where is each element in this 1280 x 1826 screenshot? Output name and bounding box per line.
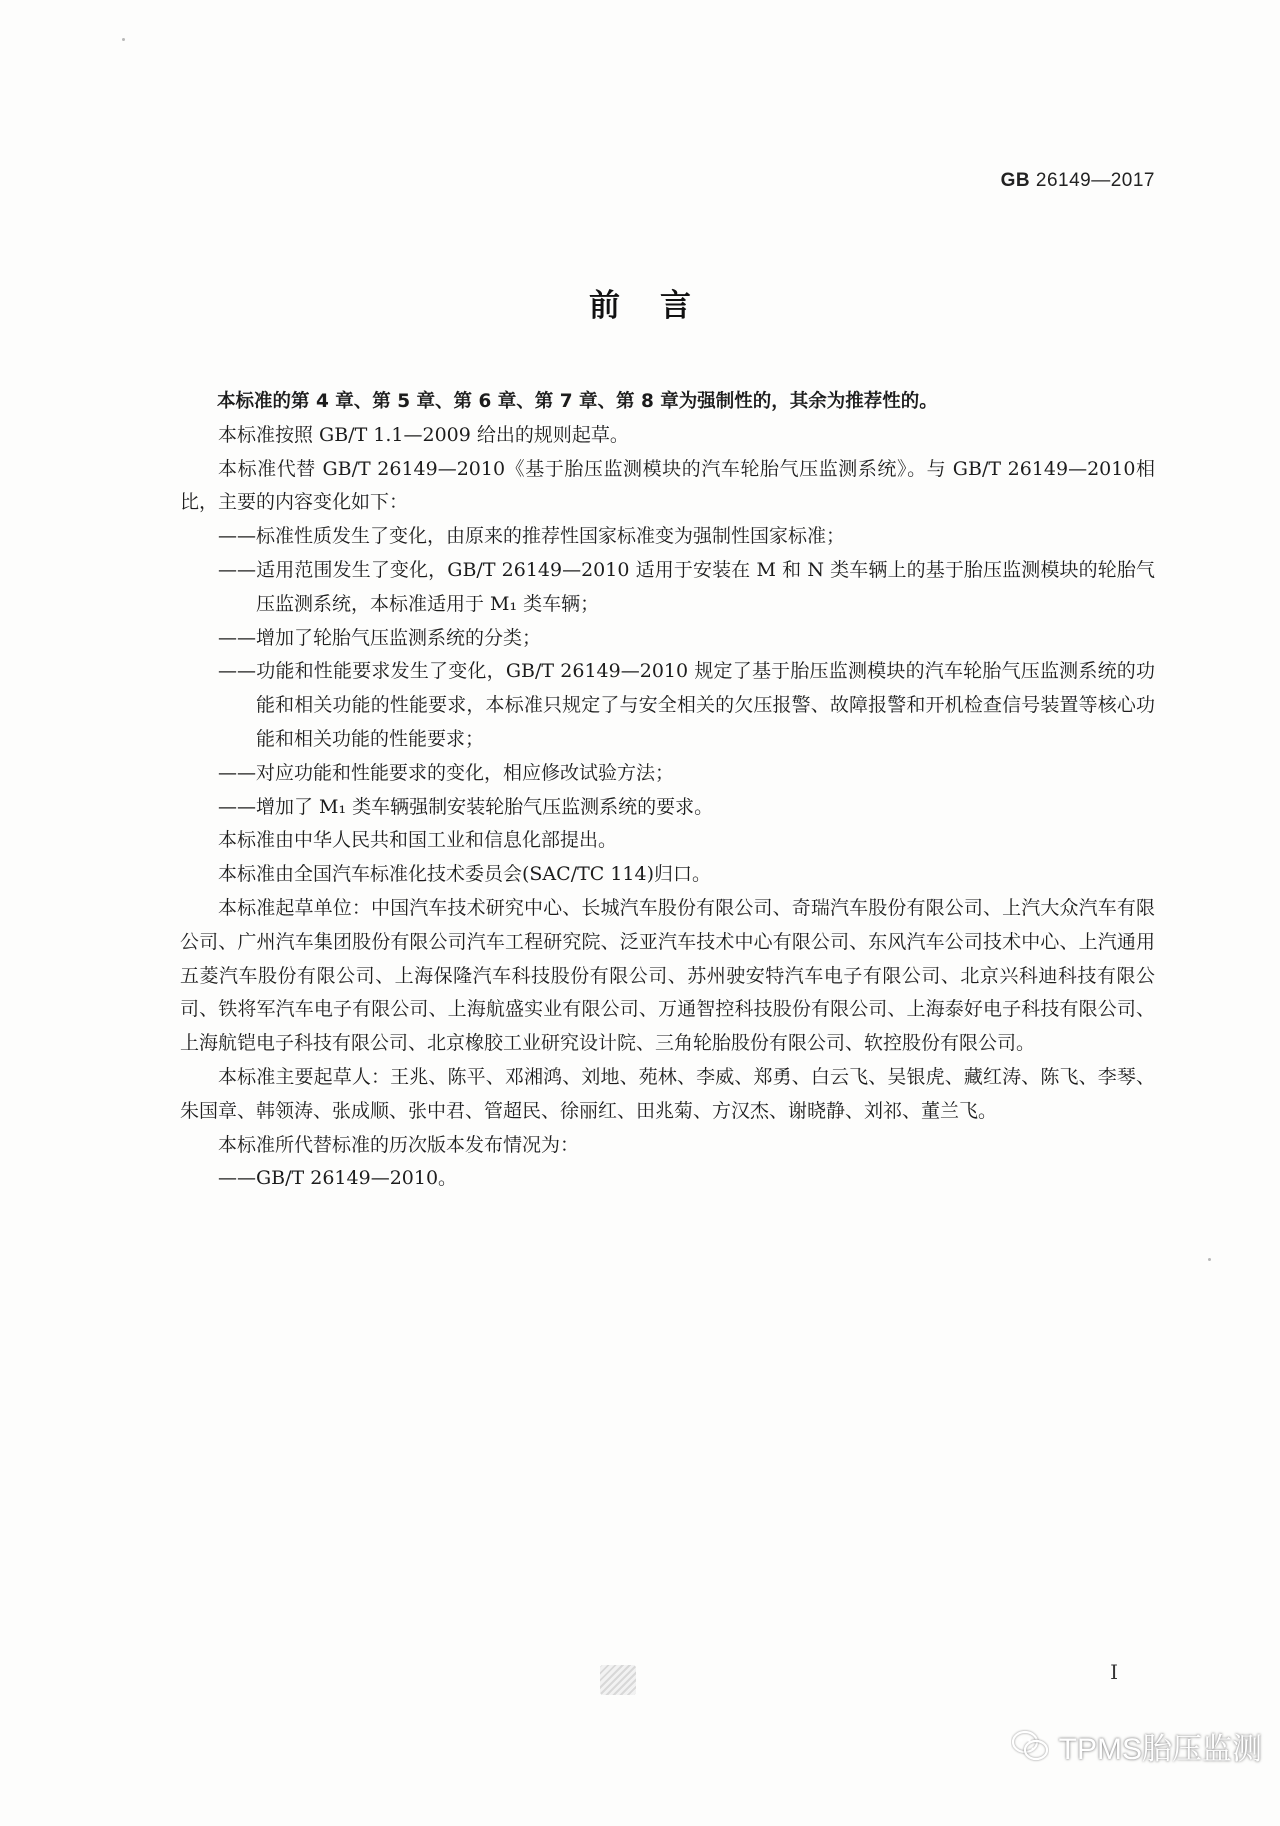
version-history-item: ——GB/T 26149—2010。: [218, 1167, 458, 1190]
change-item: ——增加了 M₁ 类车辆强制安装轮胎气压监测系统的要求。: [218, 795, 714, 818]
version-history-heading: 本标准所代替标准的历次版本发布情况为：: [218, 1133, 580, 1156]
change-item: ——标准性质发生了变化，由原来的推荐性国家标准变为强制性国家标准；: [218, 525, 846, 548]
change-item: ——对应功能和性能要求的变化，相应修改试验方法；: [218, 761, 675, 784]
wechat-icon: [1011, 1729, 1049, 1763]
standard-code: 26149—2017: [1035, 170, 1155, 191]
mandatory-statement: 本标准的第 4 章、第 5 章、第 6 章、第 7 章、第 8 章为强制性的，其余为推荐性的。: [217, 391, 938, 412]
page-number: I: [1110, 1660, 1118, 1684]
page-title: 前言: [589, 288, 731, 324]
change-item: ——增加了轮胎气压监测系统的分类；: [218, 626, 542, 649]
foreword-body: [180, 385, 1155, 1196]
standard-prefix: GB: [1000, 170, 1031, 191]
standard-number: [1001, 170, 1155, 192]
scan-smudge: [600, 1665, 636, 1695]
committee-statement: 本标准由全国汽车标准化技术委员会(SAC/TC 114)归口。: [218, 863, 712, 886]
scan-speck: [122, 38, 125, 41]
drafting-rules: 本标准按照 GB/T 1.1—2009 给出的规则起草。: [218, 423, 629, 446]
drafting-units: 本标准起草单位：中国汽车技术研究中心、长城汽车股份有限公司、奇瑞汽车股份有限公司、上汽大众汽车有限公司、广州汽车集团股份有限公司汽车工程研究院、泛亚汽车技术中心有限公司、东风汽车公司技术中心、上汽通用五菱汽车股份有限公司、上海保隆汽车科技股份有限公司、苏州驶安特汽车电子有限公司、北京兴科迪科技有限公司、铁将军汽车电子有限公司、上海航盛实业有限公司、万通智控科技股份有限公司、上海泰好电子科技有限公司、上海航铠电子科技有限公司、北京橡胶工业研究设计院、三角轮胎股份有限公司、软控股份有限公司。: [180, 896, 1155, 1055]
replacement-statement: 本标准代替 GB/T 26149—2010《基于胎压监测模块的汽车轮胎气压监测系统》。与 GB/T 26149—2010相比，主要的内容变化如下：: [180, 457, 1155, 514]
watermark-text: TPMS胎压监测: [1058, 1733, 1262, 1766]
watermark: [1011, 1724, 1262, 1768]
proposer-statement: 本标准由中华人民共和国工业和信息化部提出。: [218, 829, 618, 852]
scan-speck: [1208, 1258, 1211, 1261]
change-item: ——适用范围发生了变化，GB/T 26149—2010 适用于安装在 M 和 N 类车辆上的基于胎压监测模块的轮胎气压监测系统，本标准适用于 M₁ 类车辆；: [218, 558, 1155, 615]
main-drafters: 本标准主要起草人：王兆、陈平、邓湘鸿、刘地、苑林、李威、郑勇、白云飞、吴银虎、藏红涛、陈飞、李琴、朱国章、韩领涛、张成顺、张中君、管超民、徐丽红、田兆菊、方汉杰、谢晓静、刘祁、董兰飞。: [180, 1065, 1155, 1122]
change-item: ——功能和性能要求发生了变化，GB/T 26149—2010 规定了基于胎压监测模块的汽车轮胎气压监测系统的功能和相关功能的性能要求，本标准只规定了与安全相关的欠压报警、故障报警和开机检查信号装置等核心功能和相关功能的性能要求；: [218, 660, 1155, 750]
